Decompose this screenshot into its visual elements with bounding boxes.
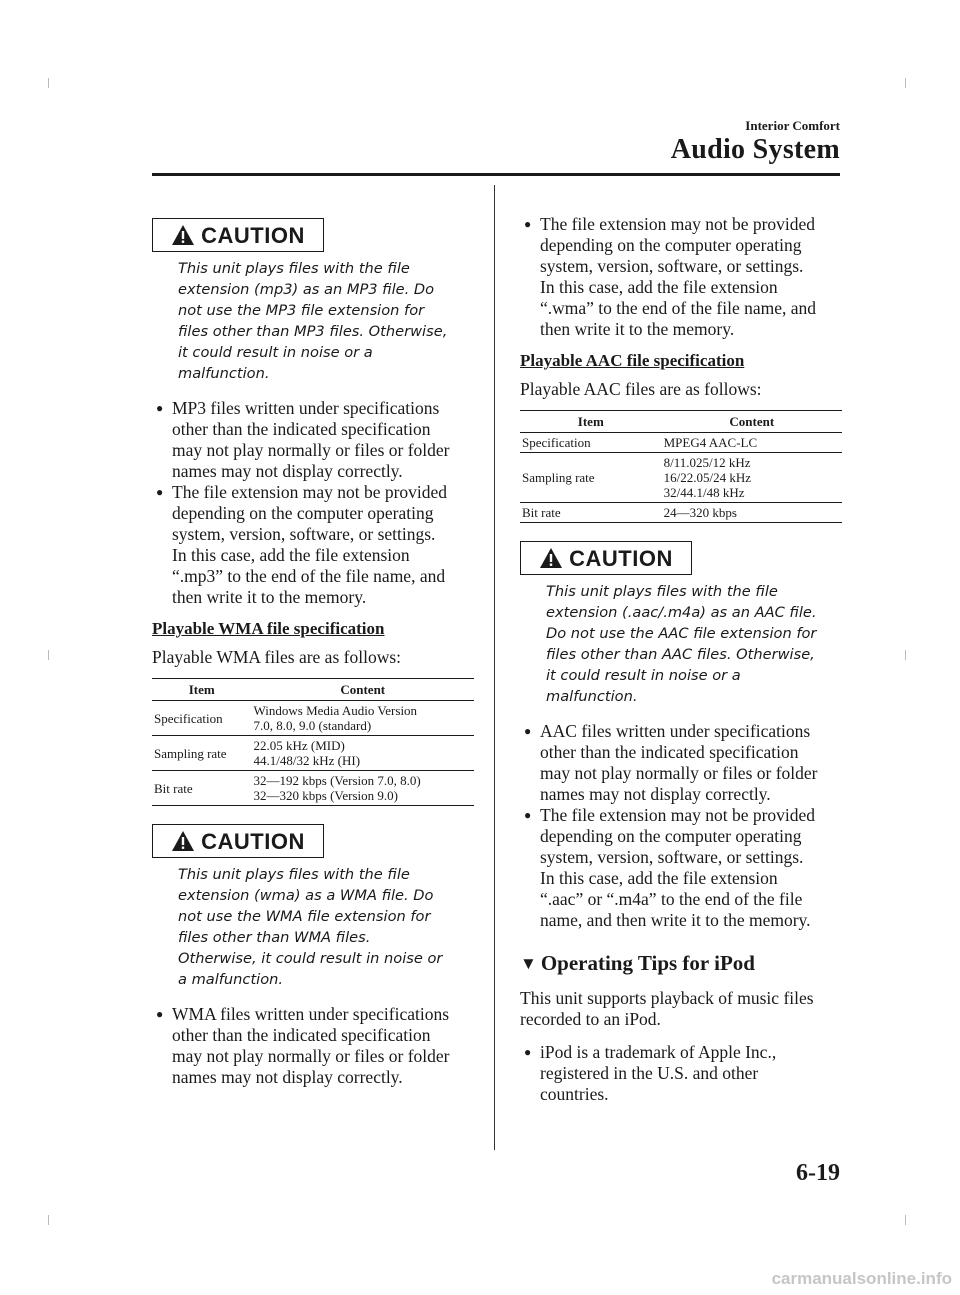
- aac-spec-intro: Playable AAC files are as follows:: [520, 379, 762, 399]
- caution-line: files other than WMA files.: [178, 929, 371, 946]
- bullet-line: then write it to the memory.: [172, 587, 367, 607]
- caution-line: Otherwise, it could result in noise or: [178, 950, 443, 967]
- bullet-line: In this case, add the file extension: [540, 868, 778, 888]
- caution-line: not use the WMA file extension for: [178, 908, 431, 925]
- warning-triangle-icon: [171, 830, 195, 852]
- bullet-line: may not play normally or files or folder: [172, 440, 450, 460]
- crop-mark: [48, 1215, 49, 1225]
- table-cell-content: [662, 503, 842, 523]
- bullet-line: In this case, add the file extension: [540, 277, 778, 297]
- table-cell-content: [252, 701, 474, 736]
- watermark: carmanualsonline.info: [771, 1269, 952, 1288]
- bullet-dot-icon: ●: [524, 808, 532, 822]
- caution-line: not use the MP3 file extension for: [178, 302, 425, 319]
- bullet-line: The file extension may not be provided: [540, 805, 816, 825]
- bullet-line: “.aac” or “.m4a” to the end of the file: [540, 889, 803, 909]
- section-label: Interior Comfort: [745, 118, 840, 133]
- bullet-dot-icon: ●: [156, 401, 164, 415]
- bullet-dot-icon: ●: [156, 485, 164, 499]
- crop-mark: [905, 1215, 906, 1225]
- bullet-item: [520, 721, 842, 805]
- ipod-heading-text: Operating Tips for iPod: [540, 951, 755, 975]
- table-cell-content: [662, 453, 842, 503]
- table-cell-item: Bit rate: [520, 503, 662, 523]
- bullet-line: The file extension may not be provided: [172, 482, 448, 502]
- table-row: [152, 736, 474, 771]
- bullet-line: depending on the computer operating: [540, 235, 802, 255]
- bullet-line: other than the indicated specification: [540, 742, 799, 762]
- wma-spec-intro: Playable WMA files are as follows:: [152, 647, 401, 667]
- heading-triangle-icon: ▼: [520, 954, 537, 973]
- bullet-item: [152, 482, 474, 608]
- cell-line: 32/44.1/48 kHz: [663, 485, 745, 500]
- caution-line: files other than AAC files. Otherwise,: [546, 646, 815, 663]
- bullet-list: [520, 214, 842, 340]
- caution-badge: [152, 218, 324, 252]
- bullet-line: In this case, add the file extension: [172, 545, 410, 565]
- caution-line: malfunction.: [546, 688, 638, 705]
- bullet-line: name, and then write it to the memory.: [540, 910, 811, 930]
- caution-label: CAUTION: [201, 222, 305, 248]
- bullet-list: [520, 721, 842, 931]
- crop-mark: [48, 650, 49, 660]
- bullet-line: other than the indicated specification: [172, 1025, 431, 1045]
- caution-line: extension (mp3) as an MP3 file. Do: [178, 281, 435, 298]
- header-rule: [152, 173, 840, 176]
- bullet-line: may not play normally or files or folder: [540, 763, 818, 783]
- bullet-line: registered in the U.S. and other: [540, 1063, 759, 1083]
- bullet-line: depending on the computer operating: [172, 503, 434, 523]
- bullet-line: iPod is a trademark of Apple Inc.,: [540, 1042, 777, 1062]
- table-cell-content: [662, 433, 842, 453]
- cell-line: 16/22.05/24 kHz: [663, 470, 751, 485]
- crop-mark: [48, 78, 49, 88]
- table-row: [152, 771, 474, 806]
- warning-triangle-icon: [171, 224, 195, 246]
- table-header-cell: Item: [520, 411, 662, 433]
- caution-box: [152, 824, 474, 990]
- bullet-line: MP3 files written under specifications: [172, 398, 440, 418]
- crop-mark: [905, 78, 906, 88]
- caution-line: Do not use the AAC file extension for: [546, 625, 817, 642]
- caution-line: This unit plays files with the file: [546, 583, 778, 600]
- spec-table: [520, 410, 842, 523]
- bullet-line: system, version, software, or settings.: [540, 847, 804, 867]
- cell-line: Windows Media Audio Version: [253, 703, 418, 718]
- bullet-line: other than the indicated specification: [172, 419, 431, 439]
- bullet-list: [152, 398, 474, 608]
- crop-mark: [905, 650, 906, 660]
- table-cell-item: Sampling rate: [152, 736, 252, 771]
- bullet-line: AAC files written under specifications: [540, 721, 811, 741]
- caution-label: CAUTION: [201, 828, 305, 854]
- table-header-row: [520, 411, 842, 433]
- caution-box: [520, 541, 842, 707]
- ipod-heading: [520, 953, 842, 974]
- section-title: Audio System: [670, 134, 840, 165]
- table-header-cell: Item: [152, 679, 252, 701]
- bullet-list: [152, 1004, 474, 1088]
- right-column: [520, 214, 842, 1115]
- bullet-item: [520, 805, 842, 931]
- caution-line: This unit plays files with the file: [178, 866, 410, 883]
- cell-line: 44.1/48/32 kHz (HI): [253, 753, 361, 768]
- bullet-item: [520, 1042, 842, 1105]
- cell-line: 7.0, 8.0, 9.0 (standard): [253, 718, 372, 733]
- ipod-intro: [520, 988, 842, 1030]
- table-cell-content: [252, 771, 474, 806]
- bullet-line: countries.: [540, 1084, 609, 1104]
- bullet-line: names may not display correctly.: [540, 784, 771, 804]
- caution-line: extension (.aac/.m4a) as an AAC file.: [546, 604, 817, 621]
- bullet-line: “.mp3” to the end of the file name, and: [172, 566, 446, 586]
- bullet-item: [520, 214, 842, 340]
- cell-line: 22.05 kHz (MID): [253, 738, 345, 753]
- caution-line: a malfunction.: [178, 971, 284, 988]
- bullet-line: may not play normally or files or folder: [172, 1046, 450, 1066]
- caution-label: CAUTION: [569, 545, 673, 571]
- bullet-line: names may not display correctly.: [172, 1067, 403, 1087]
- page-number: 6-19: [796, 1160, 840, 1186]
- aac-spec-title: Playable AAC file specification: [520, 351, 745, 370]
- bullet-line: “.wma” to the end of the file name, and: [540, 298, 817, 318]
- bullet-dot-icon: ●: [156, 1007, 164, 1021]
- bullet-dot-icon: ●: [524, 724, 532, 738]
- caution-badge: [520, 541, 692, 575]
- caution-line: extension (wma) as a WMA file. Do: [178, 887, 434, 904]
- intro-line: This unit supports playback of music files: [520, 988, 814, 1008]
- table-row: [520, 453, 842, 503]
- cell-line: 32―192 kbps (Version 7.0, 8.0): [253, 773, 421, 788]
- table-cell-item: Sampling rate: [520, 453, 662, 503]
- table-row: [520, 433, 842, 453]
- bullet-list: [520, 1042, 842, 1105]
- warning-triangle-icon: [539, 547, 563, 569]
- bullet-dot-icon: ●: [524, 1045, 532, 1059]
- table-cell-item: Bit rate: [152, 771, 252, 806]
- table-header-cell: Content: [252, 679, 474, 701]
- caution-line: it could result in noise or a: [178, 344, 373, 361]
- caution-line: it could result in noise or a: [546, 667, 741, 684]
- spec-table: [152, 678, 474, 806]
- bullet-line: depending on the computer operating: [540, 826, 802, 846]
- table-row: [152, 701, 474, 736]
- table-cell-content: [252, 736, 474, 771]
- table-row: [520, 503, 842, 523]
- bullet-line: then write it to the memory.: [540, 319, 735, 339]
- cell-line: 24―320 kbps: [663, 505, 737, 520]
- table-cell-item: Specification: [152, 701, 252, 736]
- cell-line: 8/11.025/12 kHz: [663, 455, 751, 470]
- caution-badge: [152, 824, 324, 858]
- caution-text: [546, 581, 842, 707]
- column-divider: [494, 185, 495, 1150]
- table-header-row: [152, 679, 474, 701]
- caution-box: [152, 218, 474, 384]
- intro-line: recorded to an iPod.: [520, 1009, 661, 1029]
- caution-text: [178, 864, 474, 990]
- table-cell-item: Specification: [520, 433, 662, 453]
- bullet-line: names may not display correctly.: [172, 461, 403, 481]
- cell-line: 32―320 kbps (Version 9.0): [253, 788, 398, 803]
- bullet-dot-icon: ●: [524, 217, 532, 231]
- cell-line: MPEG4 AAC-LC: [663, 435, 758, 450]
- caution-line: files other than MP3 files. Otherwise,: [178, 323, 448, 340]
- caution-line: This unit plays files with the file: [178, 260, 410, 277]
- left-column: [152, 218, 474, 1098]
- wma-spec-title: Playable WMA file specification: [152, 619, 385, 638]
- bullet-line: WMA files written under specifications: [172, 1004, 450, 1024]
- caution-text: [178, 258, 474, 384]
- bullet-line: system, version, software, or settings.: [540, 256, 804, 276]
- bullet-line: The file extension may not be provided: [540, 214, 816, 234]
- bullet-item: [152, 1004, 474, 1088]
- caution-line: malfunction.: [178, 365, 270, 382]
- bullet-line: system, version, software, or settings.: [172, 524, 436, 544]
- bullet-item: [152, 398, 474, 482]
- table-header-cell: Content: [662, 411, 842, 433]
